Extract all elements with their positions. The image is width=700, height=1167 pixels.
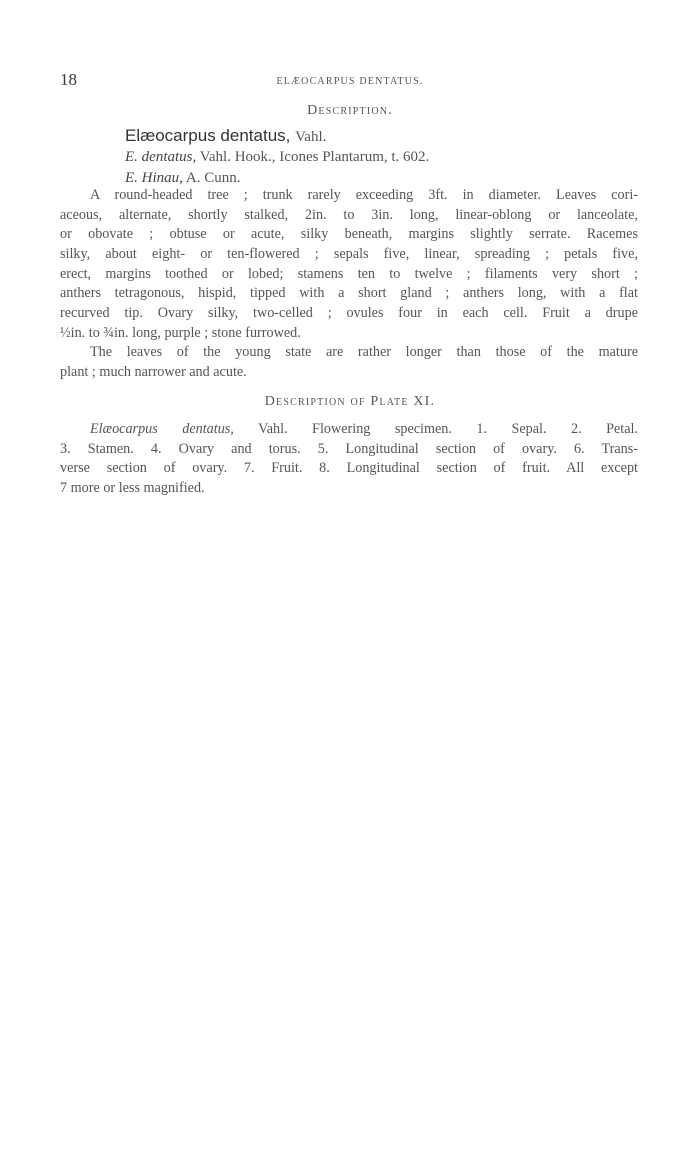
plate-description-paragraph	[60, 420, 638, 499]
synonym-line	[125, 147, 625, 168]
synonym-reference: Vahl. Hook., Icones Plantarum, t. 602.	[199, 149, 430, 165]
species-name: Elæocarpus dentatus,	[125, 126, 291, 145]
paragraph-line: verse section of ovary. 7. Fruit. 8. Longitudinal section of fruit. All except	[60, 460, 638, 477]
synonym-name: E. Hinau,	[125, 170, 183, 186]
plate-species-name: Elæocarpus dentatus,	[90, 421, 234, 437]
paragraph-line: erect, margins toothed or lobed; stamens ten to twelve ; filaments very short ;	[60, 265, 638, 282]
paragraph-line: 7 more or less magnified.	[60, 480, 205, 497]
species-author: Vahl.	[295, 129, 327, 145]
synonym-reference: A. Cunn.	[185, 170, 241, 186]
description-paragraph	[60, 186, 638, 344]
paragraph-line: silky, about eight- or ten-flowered ; sepals five, linear, spreading ; petals five,	[60, 246, 638, 263]
plate-line-rest: Vahl. Flowering specimen. 1. Sepal. 2. Petal.	[258, 421, 638, 437]
paragraph-line: A round-headed tree ; trunk rarely exceeding 3ft. in diameter. Leaves cori-	[90, 187, 638, 203]
paragraph-line: or obovate ; obtuse or acute, silky beneath, margins slightly serrate. Racemes	[60, 226, 638, 243]
paragraph-line: anthers tetragonous, hispid, tipped with a short gland ; anthers long, with a flat	[60, 285, 638, 302]
paragraph-line: The leaves of the young state are rather longer than those of the mature	[90, 344, 638, 360]
description-heading: Description.	[307, 103, 393, 118]
paragraph-line: ½in. to ¾in. long, purple ; stone furrowed.	[60, 324, 301, 341]
paragraph-line: recurved tip. Ovary silky, two-celled ; ovules four in each cell. Fruit a drupe	[60, 305, 638, 322]
paragraph-line: plant ; much narrower and acute.	[60, 363, 247, 380]
young-state-paragraph	[60, 343, 638, 382]
page-number: 18	[60, 70, 77, 89]
paragraph-line: aceous, alternate, shortly stalked, 2in. to 3in. long, linear-oblong or lanceolate,	[60, 206, 638, 223]
plate-heading: Description of Plate XI.	[264, 394, 436, 409]
synonymy-block	[125, 125, 625, 189]
species-name-line	[125, 125, 625, 147]
running-head: ELÆOCARPUS DENTATUS.	[276, 76, 424, 87]
synonym-name: E. dentatus,	[125, 149, 197, 165]
paragraph-line	[60, 420, 638, 440]
paragraph-line: 3. Stamen. 4. Ovary and torus. 5. Longitudinal section of ovary. 6. Trans-	[60, 440, 638, 457]
